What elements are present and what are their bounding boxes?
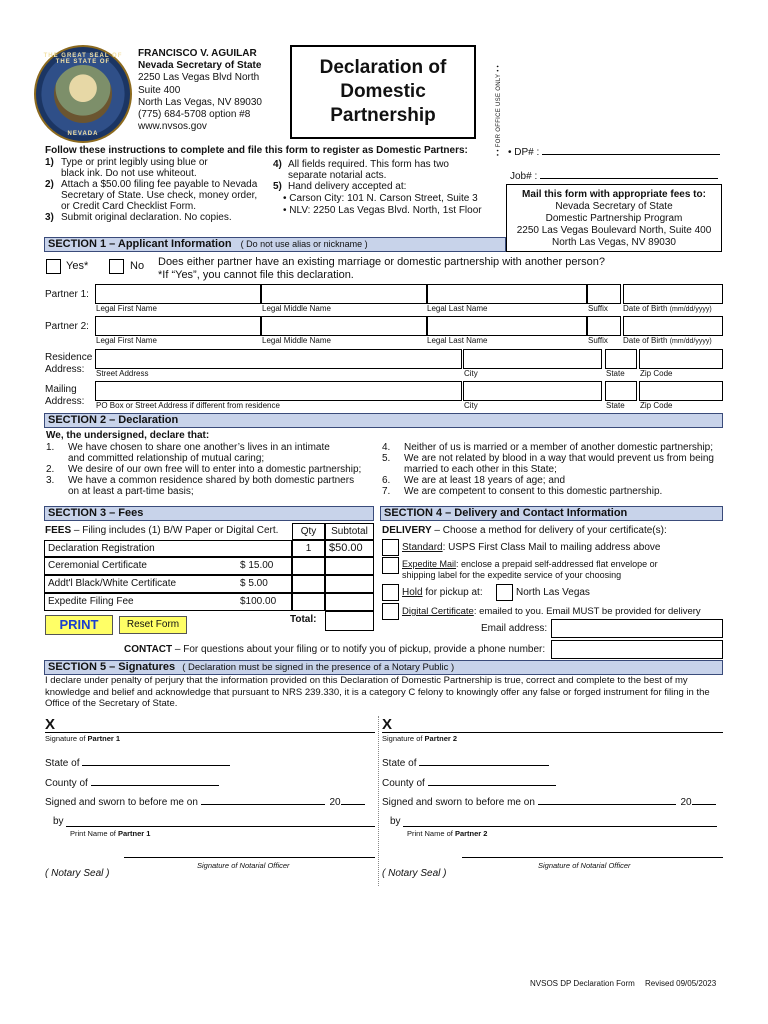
partner2-first-name-input[interactable] [95, 316, 261, 336]
expedite-mail-label: Expedite Mail: enclose a prepaid self-addressed flat envelope or shipping label for the expedite service of your choosing [402, 559, 658, 580]
seal-emblem [54, 65, 112, 123]
mailing-zip-input[interactable] [639, 381, 723, 401]
declaration-item: 7. We are competent to consent to this domestic partnership. [382, 486, 663, 497]
perjury-statement: I declare under penalty of perjury that the information provided on this Declaration of Domestic Partnership is true, correct and complete to the best of my knowledge and belief and acknowledge that pursuant to NRS 239.330, it is a category C felony to knowingly offer any false or forged instrument for filing in the Office of the Secretary of State. [45, 675, 710, 709]
mail-to-box [506, 184, 722, 252]
phone-line: (775) 684-5708 option #8 [138, 109, 251, 121]
instruction-item [273, 159, 505, 181]
office-use-only-text: • • FOR OFFICE USE ONLY • • [496, 65, 502, 156]
partner1-last-name-input[interactable] [427, 284, 587, 304]
instruction-line: separate notarial acts. [288, 170, 387, 181]
digital-certificate-checkbox[interactable] [382, 603, 399, 620]
form-title: Declaration of Domestic Partnership [290, 45, 476, 139]
mailing-state-input[interactable] [605, 381, 637, 401]
website-line: www.nvsos.gov [138, 121, 207, 133]
middle-name-label: Legal Middle Name [262, 304, 331, 313]
notary-seal-label: ( Notary Seal ) [45, 868, 110, 879]
digital-certificate-label: Digital Certificate: emailed to you. Email MUST be provided for delivery [402, 606, 701, 617]
partner1-state-of: State of [45, 757, 230, 769]
instructions-right [273, 159, 505, 216]
partner1-dob-input[interactable] [623, 284, 723, 304]
partner1-middle-name-input[interactable] [261, 284, 427, 304]
instruction-item [45, 179, 273, 212]
subtotal-header: Subtotal [325, 523, 374, 540]
yes-checkbox[interactable] [46, 259, 61, 274]
job-line [540, 170, 718, 179]
partner2-signed-sworn: Signed and sworn to before me on 20 [382, 796, 716, 808]
seal-text-bottom: NEVADA [67, 131, 99, 137]
mail-to-line: 2250 Las Vegas Boulevard North, Suite 400 [516, 225, 712, 236]
mail-to-line: Domestic Partnership Program [545, 213, 683, 224]
office-name: FRANCISCO V. AGUILAR [138, 48, 257, 59]
fee-row-subtotal [325, 575, 374, 593]
office-address-block [138, 48, 262, 133]
residence-street-input[interactable] [95, 349, 462, 369]
fee-row-qty: 1 [292, 540, 325, 557]
hold-pickup-label: Hold for pickup at: [402, 587, 483, 598]
partner1-first-name-input[interactable] [95, 284, 261, 304]
instructions-left [45, 157, 273, 223]
instruction-line: All fields required. This form has two [288, 159, 449, 170]
dob-label: Date of Birth (mm/dd/yyyy) [623, 304, 712, 313]
form-id: NVSOS DP Declaration Form [530, 979, 635, 988]
partner1-signature-line[interactable] [45, 732, 375, 733]
zip-label: Zip Code [640, 369, 673, 378]
residence-state-input[interactable] [605, 349, 637, 369]
fee-qty-input[interactable] [292, 593, 325, 611]
yes-label: Yes* [66, 260, 89, 272]
notary-seal-label: ( Notary Seal ) [382, 868, 447, 879]
dp-label: • DP# : [508, 147, 540, 158]
hand-delivery-bullet: • NLV: 2250 Las Vegas Blvd. North, 1st Floor [283, 205, 482, 216]
partner2-last-name-input[interactable] [427, 316, 587, 336]
section3-header [44, 506, 374, 521]
instruction-num: 2) [45, 179, 54, 190]
declaration-item: 1. We have chosen to share one another’s lives in an intimate and committed relationship of mutual caring; [46, 442, 330, 464]
fee-row-price: $ 5.00 [240, 578, 268, 589]
partner2-suffix-input[interactable] [587, 316, 621, 336]
mailing-city-input[interactable] [463, 381, 602, 401]
instructions-heading: Follow these instructions to complete and file this form to register as Domestic Partners: [45, 145, 468, 156]
suffix-label: Suffix [588, 304, 608, 313]
instruction-line: Secretary of State. Use check, money order, [61, 190, 258, 201]
revision-date: Revised 09/05/2023 [645, 979, 717, 988]
fee-row-subtotal [325, 557, 374, 575]
signature-x-mark: X [382, 716, 393, 733]
fee-qty-input[interactable] [292, 575, 325, 593]
suffix-label: Suffix [588, 336, 608, 345]
partner1-signature-label: Signature of Partner 1 [45, 734, 121, 743]
job-number-field [510, 170, 718, 182]
mailing-label: Mailing Address: [45, 384, 85, 407]
instruction-num: 5) [273, 181, 282, 192]
instruction-item [45, 157, 273, 179]
fee-row-label: Addt'l Black/White Certificate [48, 578, 177, 589]
instruction-item [273, 181, 505, 192]
instruction-line: Attach a $50.00 filing fee payable to Nevada [61, 179, 258, 190]
marriage-question-note: *If “Yes”, you cannot file this declaration. [158, 269, 354, 281]
first-name-label: Legal First Name [96, 336, 157, 345]
instruction-num: 3) [45, 212, 54, 223]
fee-row-price: $ 15.00 [240, 560, 274, 571]
mail-to-line: Nevada Secretary of State [555, 201, 673, 212]
declaration-item: 4. Neither of us is married or a member of another domestic partnership; [382, 442, 714, 453]
instruction-num: 4) [273, 159, 282, 170]
print-button[interactable]: PRINT [45, 615, 113, 635]
fees-heading: FEES – Filing includes (1) B/W Paper or Digital Cert. [45, 525, 279, 536]
partner1-county-of: County of [45, 777, 219, 789]
standard-delivery-label: Standard: USPS First Class Mail to mailing address above [402, 542, 661, 553]
address-line: North Las Vegas, NV 89030 [138, 96, 262, 108]
fee-row-label: Expedite Filing Fee [48, 596, 134, 607]
fee-row-subtotal: $50.00 [325, 540, 374, 557]
declaration-item: 5. We are not related by blood in a way that would prevent us from being married to each other in this State; [382, 453, 714, 475]
instruction-item [45, 212, 273, 223]
total-label: Total: [290, 614, 317, 625]
po-box-label: PO Box or Street Address if different from residence [96, 401, 280, 410]
instruction-num: 1) [45, 157, 54, 168]
total-field [325, 611, 374, 631]
partner1-print-name-line[interactable] [66, 826, 375, 827]
hand-delivery-bullet: • Carson City: 101 N. Carson Street, Suite 3 [283, 193, 478, 204]
residence-city-input[interactable] [463, 349, 602, 369]
mailing-street-input[interactable] [95, 381, 462, 401]
address-line: 2250 Las Vegas Blvd North [138, 72, 260, 84]
delivery-heading: DELIVERY – Choose a method for delivery of your certificate(s): [382, 525, 667, 536]
dp-number-field [508, 146, 720, 158]
marriage-question: Does either partner have an existing marriage or domestic partnership with another person? [158, 256, 605, 268]
residence-zip-input[interactable] [639, 349, 723, 369]
section2-header [44, 413, 723, 428]
city-label: City [464, 369, 478, 378]
fee-row-price: $100.00 [240, 596, 277, 607]
no-checkbox[interactable] [109, 259, 124, 274]
partner2-county-of: County of [382, 777, 556, 789]
signature-x-mark: X [45, 716, 56, 733]
declaration-item: 2. We desire of our own free will to enter into a domestic partnership; [46, 464, 362, 475]
pickup-location-label: North Las Vegas [516, 587, 590, 598]
fee-row [44, 575, 292, 593]
last-name-label: Legal Last Name [427, 304, 488, 313]
state-label: State [606, 401, 625, 410]
middle-name-label: Legal Middle Name [262, 336, 331, 345]
fee-row-label: Declaration Registration [44, 540, 292, 557]
contact-label: CONTACT – For questions about your filing or to notify you of pickup, provide a phone number: [124, 644, 546, 655]
section5-title: SECTION 5 – Signatures [48, 661, 176, 673]
partner2-dob-input[interactable] [623, 316, 723, 336]
instruction-line: Hand delivery accepted at: [288, 181, 407, 192]
residence-label: Residence Address: [45, 352, 93, 375]
partner2-signature-line[interactable] [382, 732, 723, 733]
seal-text-top: THE GREAT SEAL OF THE STATE OF [43, 53, 123, 65]
partner1-signed-sworn: Signed and sworn to before me on 20 [45, 796, 365, 808]
last-name-label: Legal Last Name [427, 336, 488, 345]
partner1-by: by [53, 816, 64, 827]
section4-title: SECTION 4 – Delivery and Contact Information [384, 507, 628, 519]
partner1-notary-signature-line[interactable] [124, 857, 375, 858]
no-label: No [130, 260, 145, 272]
section5-note: ( Declaration must be signed in the presence of a Notary Public ) [182, 662, 455, 673]
hold-pickup-checkbox[interactable] [382, 584, 399, 601]
notarial-officer-label: Signature of Notarial Officer [197, 861, 290, 870]
partner2-middle-name-input[interactable] [261, 316, 427, 336]
fee-row-label: Ceremonial Certificate [48, 560, 147, 571]
city-label: City [464, 401, 478, 410]
mail-to-line: North Las Vegas, NV 89030 [552, 237, 676, 248]
section3-title: SECTION 3 – Fees [48, 507, 144, 519]
north-las-vegas-checkbox[interactable] [496, 584, 513, 601]
partner1-suffix-input[interactable] [587, 284, 621, 304]
fee-row [44, 557, 292, 575]
declaration-item: 6. We are at least 18 years of age; and [382, 475, 566, 486]
office-title: Nevada Secretary of State [138, 60, 262, 72]
partner2-print-name-line[interactable] [403, 826, 717, 827]
partner2-signature-label: Signature of Partner 2 [382, 734, 458, 743]
declaration-intro: We, the undersigned, declare that: [46, 430, 210, 441]
fee-row [44, 593, 292, 611]
notarial-officer-label: Signature of Notarial Officer [538, 861, 631, 870]
footer [530, 979, 716, 988]
instruction-line: Submit original declaration. No copies. [61, 212, 232, 223]
section2-title: SECTION 2 – Declaration [48, 414, 179, 426]
address-line: Suite 400 [138, 84, 181, 96]
partner2-label: Partner 2: [45, 321, 89, 332]
signature-column-divider [378, 716, 379, 886]
fee-row-subtotal [325, 593, 374, 611]
qty-header: Qty [292, 523, 325, 540]
reset-form-button[interactable]: Reset Form [119, 616, 187, 634]
first-name-label: Legal First Name [96, 304, 157, 313]
job-label: Job# : [510, 171, 538, 182]
email-input[interactable] [551, 619, 723, 638]
declaration-right [382, 442, 727, 497]
dp-line [542, 146, 720, 155]
section1-header [44, 237, 506, 252]
partner1-print-name-label: Print Name of Partner 1 [70, 829, 151, 838]
standard-delivery-checkbox[interactable] [382, 539, 399, 556]
partner1-label: Partner 1: [45, 289, 89, 300]
section5-header [44, 660, 723, 675]
partner2-by: by [390, 816, 401, 827]
mail-to-heading: Mail this form with appropriate fees to: [522, 189, 706, 200]
fee-qty-input[interactable] [292, 557, 325, 575]
section1-title: SECTION 1 – Applicant Information [48, 238, 232, 250]
email-label: Email address: [481, 623, 548, 634]
declaration-item: 3. We have a common residence shared by both domestic partners on at least a part-time basis; [46, 475, 355, 497]
state-label: State [606, 369, 625, 378]
partner2-notary-signature-line[interactable] [462, 857, 723, 858]
partner2-print-name-label: Print Name of Partner 2 [407, 829, 488, 838]
expedite-mail-checkbox[interactable] [382, 557, 399, 574]
nevada-state-seal [34, 45, 132, 143]
phone-input[interactable] [551, 640, 723, 659]
instruction-line: Type or print legibly using blue or [61, 157, 208, 168]
section1-note: ( Do not use alias or nickname ) [240, 239, 368, 249]
zip-label: Zip Code [640, 401, 673, 410]
street-label: Street Address [96, 369, 149, 378]
instruction-line: or Credit Card Checklist Form. [61, 201, 197, 212]
partner2-state-of: State of [382, 757, 549, 769]
instruction-line: black ink. Do not use whiteout. [61, 168, 197, 179]
section4-header [380, 506, 723, 521]
dob-label: Date of Birth (mm/dd/yyyy) [623, 336, 712, 345]
declaration-left [46, 442, 376, 497]
